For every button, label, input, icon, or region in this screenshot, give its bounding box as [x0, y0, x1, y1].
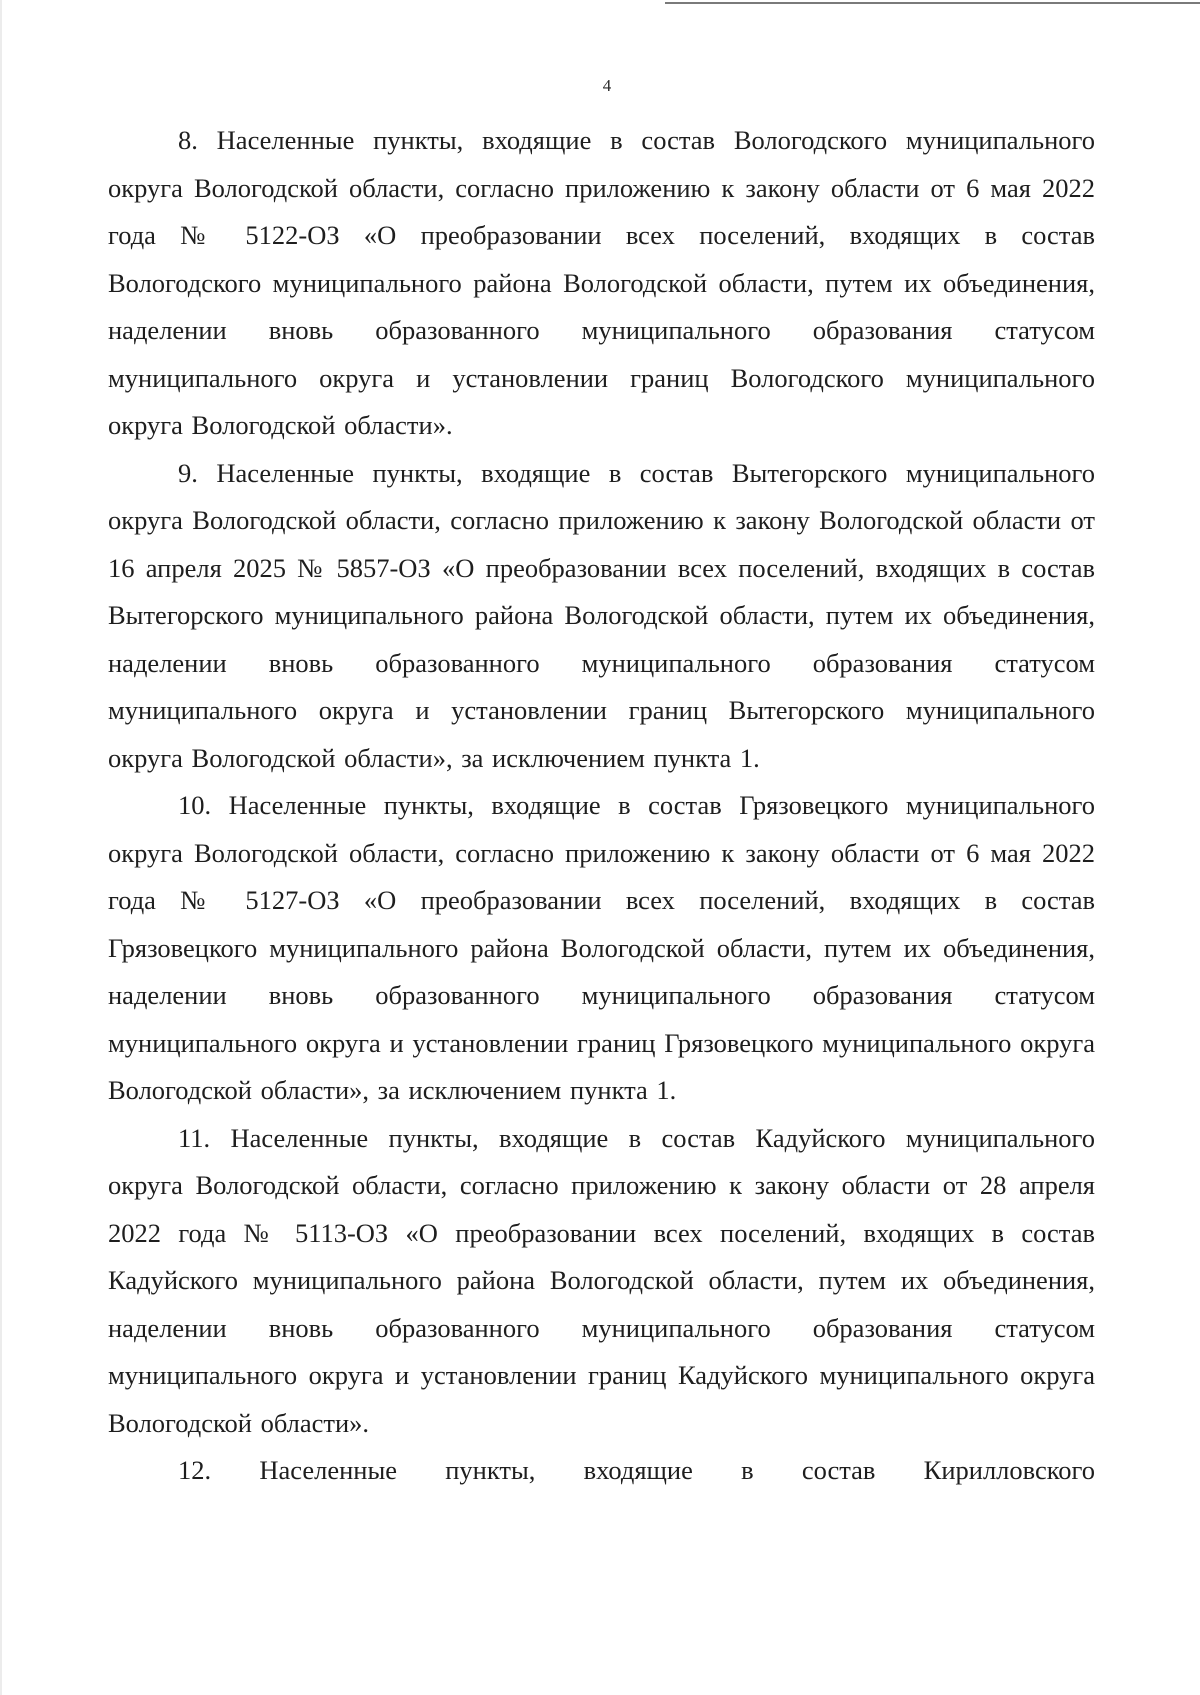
- paragraph-item-8: 8. Населенные пункты, входящие в состав Вологодского муниципального округа Вологодской области, согласно приложению к закону области от 6 мая 2022 года № 5122-ОЗ «О преобразовании всех поселений, входящих в состав Вологодского муниципального района Вологодской области, путем их объединения, наделении вновь образованного муниципального образования статусом муниципального округа и установлении границ Вологодского муниципального округа Вологодской области».: [108, 125, 1095, 440]
- page-number: 4: [602, 76, 612, 95]
- scan-artifact-line: [665, 2, 1200, 4]
- paragraph-item-9: 9. Населенные пункты, входящие в состав Вытегорского муниципального округа Вологодской области, согласно приложению к закону Вологодской области от 16 апреля 2025 № 5857-ОЗ «О преобразовании всех поселений, входящих в состав Вытегорского муниципального района Вологодской области, путем их объединения, наделении вновь образованного муниципального образования статусом муниципального округа и установлении границ Вытегорского муниципального округа Вологодской области», за исключением пункта 1.: [108, 457, 1095, 773]
- paragraph-item-12: 12. Населенные пункты, входящие в состав Кирилловского: [178, 1455, 1095, 1485]
- document-body: [108, 117, 1095, 1495]
- paragraph-item-11: 11. Населенные пункты, входящие в состав Кадуйского муниципального округа Вологодской области, согласно приложению к закону области от 28 апреля 2022 года № 5113-ОЗ «О преобразовании всех поселений, входящих в состав Кадуйского муниципального района Вологодской области, путем их объединения, наделении вновь образованного муниципального образования статусом муниципального округа и установлении границ Кадуйского муниципального округа Вологодской области».: [108, 1122, 1095, 1438]
- paragraph-item-10: 10. Населенные пункты, входящие в состав Грязовецкого муниципального округа Вологодской области, согласно приложению к закону области от 6 мая 2022 года № 5127-ОЗ «О преобразовании всех поселений, входящих в состав Грязовецкого муниципального района Вологодской области, путем их объединения, наделении вновь образованного муниципального образования статусом муниципального округа и установлении границ Грязовецкого муниципального округа Вологодской области», за исключением пункта 1.: [108, 790, 1095, 1105]
- scan-edge-shadow: [0, 0, 2, 1695]
